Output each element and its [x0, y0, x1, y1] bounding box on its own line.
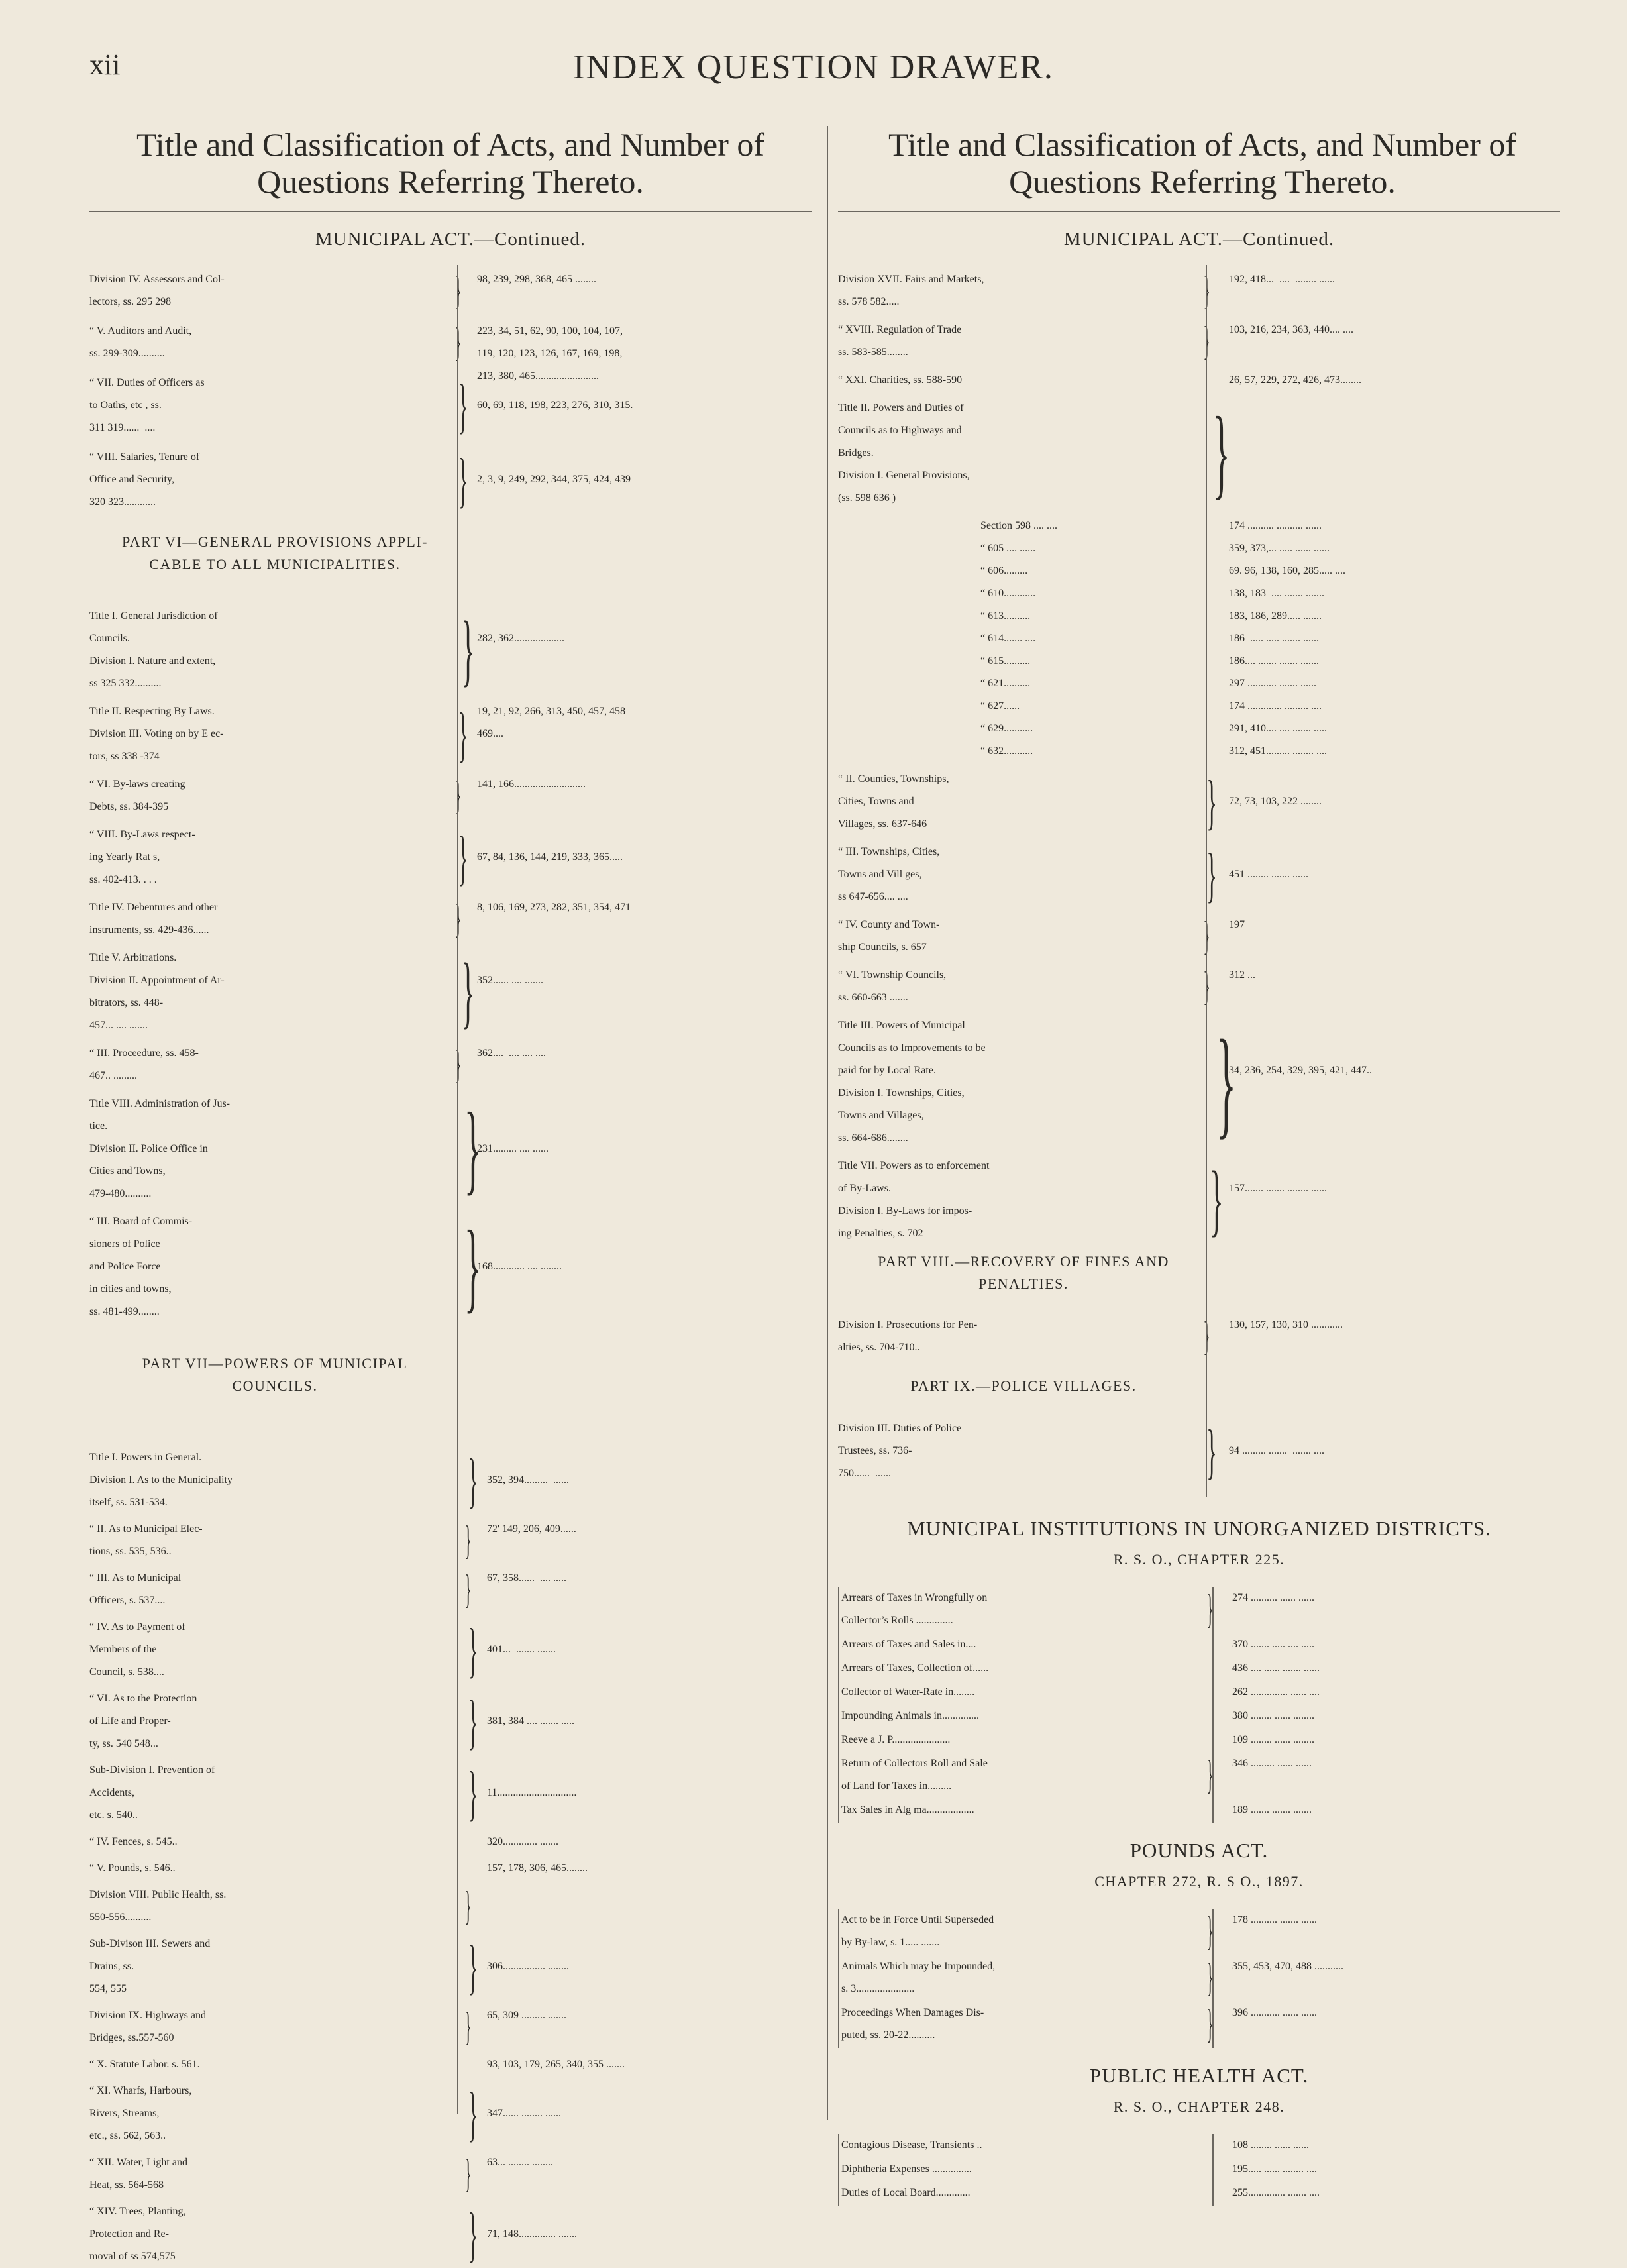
question-numbers: 19, 21, 92, 266, 313, 450, 457, 458 469.... — [477, 706, 625, 739]
act-left-rule — [838, 2134, 839, 2206]
page-number: xii — [89, 48, 121, 81]
entry-label: “ XXI. Charities, ss. 588-590 — [838, 374, 963, 386]
right-column-heading — [831, 126, 1573, 200]
question-numbers: 67, 84, 136, 144, 219, 333, 365..... — [477, 851, 623, 863]
section-heading: COUNCILS. — [232, 1377, 318, 1394]
entry-label: Impounding Animals in.............. — [841, 1710, 979, 1721]
question-numbers: 72, 73, 103, 222 ........ — [1229, 796, 1322, 807]
entry-label: “ II. As to Municipal Elec- tions, ss. 535, 536.. — [89, 1523, 203, 1557]
entry-label: Arrears of Taxes, Collection of...... — [841, 1662, 989, 1674]
question-numbers: 178 .......... ....... ...... — [1232, 1914, 1317, 1925]
brace-mark: } — [1203, 914, 1210, 959]
entry-label: Sub-Divison III. Sewers and Drains, ss. 554, 555 — [89, 1938, 211, 1994]
question-numbers: 312 ... — [1229, 969, 1255, 981]
question-numbers: 34, 236, 254, 329, 395, 421, 447.. — [1229, 1065, 1372, 1076]
question-numbers: 401... ....... ....... — [487, 1644, 556, 1655]
entry-label: Arrears of Taxes in Wrongfully on Collector’s Rolls .............. — [841, 1592, 988, 1626]
question-numbers: 168............ .... ........ — [477, 1261, 562, 1272]
brace-mark: } — [1206, 1587, 1214, 1632]
question-numbers: 381, 384 .... ....... ..... — [487, 1715, 574, 1727]
entry-label: “ V. Pounds, s. 546.. — [89, 1863, 176, 1874]
question-numbers: 282, 362................... — [477, 633, 564, 644]
question-numbers: 2, 3, 9, 249, 292, 344, 375, 424, 439 — [477, 474, 631, 485]
entry-label: “ VI. As to the Protection of Life and Proper- ty, ss. 540 548... — [89, 1693, 197, 1749]
entry-label: Division I. Prosecutions for Pen- alties, ss. 704-710.. — [838, 1319, 978, 1353]
entry-label: “ 621.......... — [980, 678, 1031, 689]
act-title: PUBLIC HEALTH ACT. — [1089, 2064, 1309, 2087]
question-numbers: 362.... .... .... .... — [477, 1048, 546, 1059]
brace-mark: } — [1206, 1417, 1217, 1485]
question-numbers: 60, 69, 118, 198, 223, 276, 310, 315. — [477, 400, 633, 411]
brace-mark: } — [464, 1518, 472, 1563]
entry-label: “ 610............ — [980, 588, 1036, 599]
section-heading: PART VII—POWERS OF MUNICIPAL — [142, 1355, 408, 1372]
question-numbers: 370 ....... ..... .... ..... — [1232, 1639, 1314, 1650]
entry-label: “ 614....... .... — [980, 633, 1036, 644]
question-numbers: 231......... .... ...... — [477, 1143, 549, 1154]
question-numbers: 67, 358...... .... ..... — [487, 1572, 566, 1584]
brace-mark: } — [468, 1759, 478, 1827]
entry-label: “ IV. Fences, s. 545.. — [89, 1836, 178, 1847]
question-numbers: 197 — [1229, 919, 1245, 930]
section-heading: PART VI—GENERAL PROVISIONS APPLI- — [122, 533, 428, 550]
right-inner-rule — [1206, 265, 1207, 1497]
brace-mark: } — [458, 446, 468, 513]
entry-label: Title VII. Powers as to enforcement of By-Laws. Division I. By-Laws for impos- ing Penalties, s. 702 — [838, 1160, 990, 1239]
running-head: INDEX QUESTION DRAWER. — [573, 48, 1054, 86]
act-subtitle: CHAPTER 272, R. S O., 1897. — [1094, 1873, 1304, 1890]
question-numbers: 174 ............. ......... .... — [1229, 700, 1322, 712]
entry-label: “ VI. Township Councils, ss. 660-663 ....... — [838, 969, 947, 1003]
question-numbers: 320............. ....... — [487, 1836, 558, 1847]
left-act-heading: MUNICIPAL ACT.—Continued. — [315, 229, 586, 250]
entry-label: “ XII. Water, Light and Heat, ss. 564-568 — [89, 2157, 187, 2190]
entry-label: “ VI. By-laws creating Debts, ss. 384-395 — [89, 779, 185, 812]
brace-mark: } — [464, 2004, 472, 2049]
brace-mark: } — [468, 1688, 478, 1755]
entry-label: “ VIII. By-Laws respect- ing Yearly Rat s, ss. 402-413. . . . — [89, 829, 195, 885]
entry-label: “ VII. Duties of Officers as to Oaths, etc , ss. 311 319...... .... — [89, 377, 205, 433]
entry-label: Division XVII. Fairs and Markets, ss. 578 582..... — [838, 274, 984, 307]
brace-mark: } — [468, 1446, 478, 1514]
entry-label: “ 615.......... — [980, 655, 1031, 667]
question-numbers: 255.............. ....... .... — [1232, 2187, 1320, 2198]
entry-label: Return of Collectors Roll and Sale of Land for Taxes in......... — [841, 1758, 988, 1792]
entry-label: “ X. Statute Labor. s. 561. — [89, 2059, 200, 2070]
heading-line: Questions Referring Thereto. — [1009, 163, 1396, 200]
entry-label: Reeve a J. P...................... — [841, 1734, 951, 1745]
question-numbers: 186.... ....... ....... ....... — [1229, 655, 1319, 667]
entry-label: “ XI. Wharfs, Harbours, Rivers, Streams, etc., ss. 562, 563.. — [89, 2085, 192, 2141]
brace-mark: } — [464, 1884, 472, 1929]
section-heading: PART VIII.—RECOVERY OF FINES AND — [878, 1253, 1169, 1269]
question-numbers: 109 ........ ...... ........ — [1232, 1734, 1314, 1745]
brace-mark: } — [454, 268, 462, 313]
brace-mark: } — [1206, 2002, 1214, 2047]
question-numbers: 174 .......... .......... ...... — [1229, 520, 1322, 531]
entry-label: Title II. Powers and Duties of Councils as to Highways and Bridges. Division I. General Provisions, (ss. 598 636 ) — [838, 402, 970, 504]
section-heading: PART IX.—POLICE VILLAGES. — [910, 1377, 1137, 1394]
entry-label: Act to be in Force Until Superseded by By-law, s. 1..... ....... — [841, 1914, 994, 1948]
entry-label: “ 606......... — [980, 565, 1028, 576]
brace-mark: } — [464, 1567, 472, 1612]
question-numbers: 352...... .... ....... — [477, 975, 543, 986]
brace-mark: } — [1203, 964, 1210, 1009]
entry-label: “ 629........... — [980, 723, 1033, 734]
entry-label: Collector of Water-Rate in........ — [841, 1686, 975, 1698]
entry-label: Title I. Powers in General. Division I. As to the Municipality itself, ss. 531-534. — [89, 1452, 233, 1508]
entry-label: Division III. Duties of Police Trustees, ss. 736- 750...... ...... — [838, 1423, 962, 1479]
left-inner-rule — [457, 265, 458, 2114]
entry-label: “ 613.......... — [980, 610, 1031, 621]
entry-label: Title I. General Jurisdiction of Councils. Division I. Nature and extent, ss 325 332.......... — [89, 610, 218, 689]
question-numbers: 352, 394......... ...... — [487, 1474, 569, 1485]
entry-label: “ 627...... — [980, 700, 1020, 712]
brace-mark: } — [1206, 1955, 1214, 2000]
question-numbers: 157....... ....... ........ ...... — [1229, 1183, 1327, 1194]
entry-label: “ III. Townships, Cities, Towns and Vill ges, ss 647-656.... .... — [838, 846, 940, 902]
left-column-heading — [79, 126, 821, 200]
entry-label: Contagious Disease, Transients .. — [841, 2139, 982, 2151]
heading-line: Title and Classification of Acts, and Number of — [888, 126, 1517, 163]
column-divider — [827, 126, 828, 2120]
entry-label: Proceedings When Damages Dis- puted, ss. 20-22.......... — [841, 2007, 984, 2041]
section-heading: PENALTIES. — [978, 1275, 1069, 1292]
entry-label: Division IV. Assessors and Col- lectors, ss. 295 298 — [89, 274, 225, 307]
act-inner-rule — [1212, 1909, 1214, 2048]
entry-label: “ III. As to Municipal Officers, s. 537.... — [89, 1572, 182, 1606]
act-title: MUNICIPAL INSTITUTIONS IN UNORGANIZED DISTRICTS. — [907, 1517, 1491, 1540]
question-numbers: 380 ........ ...... ........ — [1232, 1710, 1314, 1721]
brace-mark: } — [1206, 1909, 1214, 1954]
brace-mark: } — [468, 1933, 478, 2000]
entry-label: Division IX. Highways and Bridges, ss.557-560 — [89, 2010, 206, 2043]
brace-mark: } — [1203, 319, 1210, 364]
question-numbers: 306................ ........ — [487, 1961, 569, 1972]
question-numbers: 195..... ...... ........ .... — [1232, 2163, 1317, 2175]
question-numbers: 189 ....... ....... ....... — [1232, 1804, 1312, 1815]
question-numbers: 93, 103, 179, 265, 340, 355 ....... — [487, 2059, 625, 2070]
question-numbers: 297 ........... ....... ...... — [1229, 678, 1316, 689]
act-title: POUNDS ACT. — [1129, 1839, 1269, 1862]
question-numbers: 94 ......... ....... ....... .... — [1229, 1445, 1324, 1456]
brace-mark: } — [454, 320, 462, 365]
act-left-rule — [838, 1587, 839, 1823]
brace-mark: } — [464, 1093, 482, 1205]
act-inner-rule — [1212, 1587, 1214, 1823]
brace-mark: } — [468, 2200, 478, 2268]
entry-label: “ 605 .... ...... — [980, 543, 1036, 554]
entry-label: “ XIV. Trees, Planting, Protection and Re- moval of ss 574,575 — [89, 2206, 186, 2262]
brace-mark: } — [1216, 1014, 1237, 1150]
brace-mark: } — [458, 700, 468, 768]
question-numbers: 108 ........ ...... ...... — [1232, 2139, 1309, 2151]
question-numbers: 183, 186, 289..... ....... — [1229, 610, 1322, 621]
entry-label: “ II. Counties, Townships, Cities, Towns and Villages, ss. 637-646 — [838, 773, 949, 830]
right-act-heading: MUNICIPAL ACT.—Continued. — [1063, 229, 1335, 250]
left-heading-rule — [89, 211, 812, 212]
entry-label: Tax Sales in Alg ma.................. — [841, 1804, 974, 1815]
brace-mark: } — [1206, 1753, 1214, 1798]
question-numbers: 8, 106, 169, 273, 282, 351, 354, 471 — [477, 902, 631, 913]
question-numbers: 291, 410.... .... ....... ..... — [1229, 723, 1327, 734]
question-numbers: 138, 183 .... ....... ....... — [1229, 588, 1324, 599]
entry-label: “ V. Auditors and Audit, ss. 299-309.......... — [89, 325, 192, 359]
entry-label: Division VIII. Public Health, ss. 550-556.......... — [89, 1889, 227, 1923]
brace-mark: } — [1206, 768, 1217, 836]
question-numbers: 274 .......... ...... ...... — [1232, 1592, 1314, 1603]
question-numbers: 451 ........ ....... ...... — [1229, 869, 1308, 880]
question-numbers: 312, 451......... ........ .... — [1229, 745, 1327, 757]
brace-mark: } — [1206, 841, 1217, 908]
question-numbers: 436 .... ...... ....... ...... — [1232, 1662, 1320, 1674]
question-numbers: 72' 149, 206, 409...... — [487, 1523, 576, 1535]
entry-label: Title V. Arbitrations. Division II. Appointment of Ar- bitrators, ss. 448- 457... .... ....... — [89, 952, 225, 1031]
question-numbers: 396 ........... ...... ...... — [1232, 2007, 1317, 2018]
entry-label: Title II. Respecting By Laws. Division III. Voting on by E ec- tors, ss 338 -374 — [89, 706, 224, 762]
question-numbers: 157, 178, 306, 465........ — [487, 1863, 588, 1874]
question-numbers: 11.............................. — [487, 1787, 577, 1798]
question-numbers: 346 ......... ...... ...... — [1232, 1758, 1312, 1769]
entry-label: Arrears of Taxes and Sales in.... — [841, 1639, 976, 1650]
brace-mark: } — [461, 947, 475, 1036]
right-heading-rule — [838, 211, 1560, 212]
brace-mark: } — [464, 2151, 472, 2196]
entry-label: “ III. Board of Commis- sioners of Police and Police Force in cities and towns, ss. 481-499........ — [89, 1216, 193, 1317]
brace-mark: } — [458, 372, 468, 439]
brace-mark: } — [454, 773, 462, 818]
question-numbers: 192, 418... .... ........ ...... — [1229, 274, 1335, 285]
brace-mark: } — [1210, 1155, 1224, 1244]
brace-mark: } — [1203, 1314, 1210, 1359]
entry-label: “ XVIII. Regulation of Trade ss. 583-585........ — [838, 324, 962, 358]
entry-label: Title VIII. Administration of Jus- tice. Division II. Police Office in Cities and Towns, 479-480.......... — [89, 1098, 231, 1199]
heading-line: Title and Classification of Acts, and Number of — [136, 126, 765, 163]
question-numbers: 103, 216, 234, 363, 440.... .... — [1229, 324, 1353, 335]
entry-label: Sub-Division I. Prevention of Accidents, etc. s. 540.. — [89, 1764, 215, 1821]
question-numbers: 65, 309 ......... ....... — [487, 2010, 566, 2021]
act-inner-rule — [1212, 2134, 1214, 2206]
heading-line: Questions Referring Thereto. — [257, 163, 644, 200]
brace-mark: } — [454, 1042, 462, 1087]
question-numbers: 355, 453, 470, 488 ........... — [1232, 1961, 1343, 1972]
entry-label: “ IV. As to Payment of Members of the Council, s. 538.... — [89, 1621, 185, 1678]
entry-label: Title IV. Debentures and other instruments, ss. 429-436...... — [89, 902, 218, 936]
brace-mark: } — [461, 605, 475, 694]
entry-label: “ IV. County and Town- ship Councils, s. 657 — [838, 919, 940, 953]
question-numbers: 359, 373,... ..... ...... ...... — [1229, 543, 1330, 554]
section-heading: CABLE TO ALL MUNICIPALITIES. — [149, 556, 401, 572]
entry-label: Section 598 .... .... — [980, 520, 1057, 531]
brace-mark: } — [1203, 268, 1210, 313]
entry-label: “ 632........... — [980, 745, 1033, 757]
question-numbers: 347...... ........ ...... — [487, 2108, 561, 2119]
question-numbers: 63... ........ ........ — [487, 2157, 553, 2168]
question-numbers: 26, 57, 229, 272, 426, 473........ — [1229, 374, 1361, 386]
question-numbers: 186 ..... ..... ....... ...... — [1229, 633, 1319, 644]
entry-label: “ III. Proceedure, ss. 458- 467.. ......... — [89, 1048, 199, 1081]
question-numbers: 71, 148.............. ....... — [487, 2228, 577, 2240]
entry-label: “ VIII. Salaries, Tenure of Office and Security, 320 323............ — [89, 451, 200, 508]
entry-label: Animals Which may be Impounded, s. 3...................... — [841, 1961, 996, 1994]
brace-mark: } — [1212, 397, 1230, 509]
entry-label: Diphtheria Expenses ............... — [841, 2163, 972, 2175]
entry-label: Duties of Local Board............. — [841, 2187, 971, 2198]
brace-mark: } — [464, 1211, 482, 1323]
brace-mark: } — [468, 2080, 478, 2147]
brace-mark: } — [458, 824, 468, 891]
entry-label: Title III. Powers of Municipal Councils as to Improvements to be paid for by Local Rate. Division I. Townships, Cities, Towns and Villages, ss. 664-686........ — [838, 1020, 986, 1144]
question-numbers: 69. 96, 138, 160, 285..... .... — [1229, 565, 1345, 576]
question-numbers: 223, 34, 51, 62, 90, 100, 104, 107, 119, 120, 123, 126, 167, 169, 198, 213, 380, 465........................ — [477, 325, 623, 382]
act-subtitle: R. S. O., CHAPTER 225. — [1113, 1551, 1285, 1568]
question-numbers: 130, 157, 130, 310 ............ — [1229, 1319, 1343, 1330]
question-numbers: 262 .............. ...... .... — [1232, 1686, 1320, 1698]
question-numbers: 141, 166........................... — [477, 779, 586, 790]
act-left-rule — [838, 1909, 839, 2048]
question-numbers: 98, 239, 298, 368, 465 ........ — [477, 274, 596, 285]
brace-mark: } — [454, 896, 462, 942]
act-subtitle: R. S. O., CHAPTER 248. — [1113, 2098, 1285, 2115]
brace-mark: } — [468, 1616, 478, 1684]
